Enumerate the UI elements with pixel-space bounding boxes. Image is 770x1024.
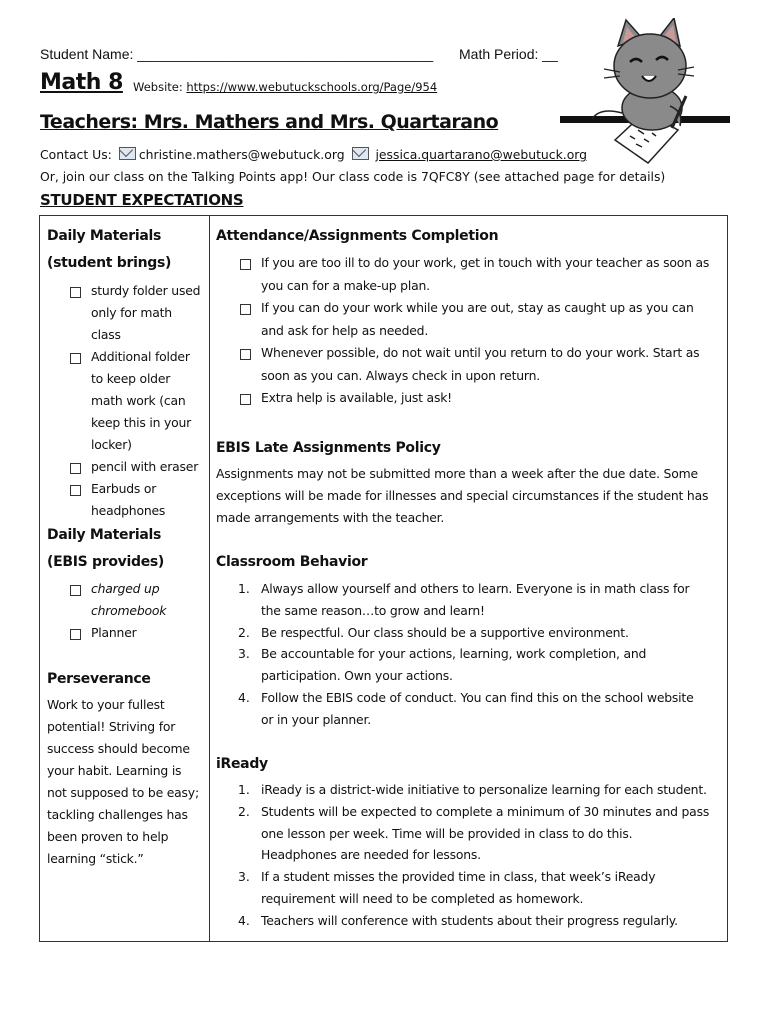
behavior-item-number: 1. [238,581,250,596]
brings-item: to keep older [91,371,171,386]
email-link-mathers[interactable]: christine.mathers@webutuck.org [138,147,345,162]
checkbox-icon[interactable] [70,463,81,474]
section-title: STUDENT EXPECTATIONS [40,191,244,209]
iready-heading: iReady [216,756,268,772]
teachers-heading: Teachers: Mrs. Mathers and Mrs. Quartarano [40,111,499,133]
checkbox-icon[interactable] [70,585,81,596]
iready-item-number: 4. [238,912,250,928]
perseverance-line: success should become [47,741,190,756]
provides-item: Planner [91,625,137,640]
perseverance-line: your habit. Learning is [47,763,182,778]
iready-item: one lesson per week. Time will be provided in class to do this. [261,825,633,841]
attendance-item: If you are too ill to do your work, get in touch with your teacher as soon as [261,255,710,270]
iready-item: iReady is a district-wide initiative to personalize learning for each student. [261,782,707,797]
brings-item: only for math [91,305,172,320]
behavior-item: participation. Own your actions. [261,668,453,684]
attendance-item: If you can do your work while you are out, stay as caught up as you can [261,300,694,315]
late-policy-line: Assignments may not be submitted more than a week after the due date. Some [216,466,698,481]
late-policy-text [216,463,708,529]
provides-item: chromebook [91,603,167,618]
behavior-item: or in your planner. [261,711,371,727]
attendance-item: Extra help is available, just ask! [261,390,452,405]
student-name-line: Student Name: ______________________________________ [40,46,434,62]
brings-item: pencil with eraser [91,459,199,474]
cat-illustration [560,18,730,168]
brings-item: keep this in your [91,415,192,430]
perseverance-line: learning “stick.” [47,851,144,866]
perseverance-line: tackling challenges has [47,807,188,822]
attendance-item: and ask for help as needed. [261,322,429,338]
perseverance-heading: Perseverance [47,671,151,687]
contact-line [40,147,587,162]
brings-item: Earbuds or [91,481,157,496]
behavior-heading: Classroom Behavior [216,554,368,570]
column-divider [209,215,210,941]
late-policy-line: exceptions will be made for illnesses and special circumstances if the student has [216,488,709,503]
course-title: Math 8 [40,70,123,95]
brings-item: locker) [91,437,132,452]
behavior-item: the same reason…to grow and learn! [261,602,485,618]
attendance-heading: Attendance/Assignments Completion [216,228,499,244]
checkbox-icon[interactable] [240,349,251,360]
checkbox-icon[interactable] [70,629,81,640]
brings-item: sturdy folder used [91,283,201,298]
brings-item: class [91,327,121,342]
iready-item-number: 3. [238,869,250,885]
attendance-item: you can for a make-up plan. [261,277,430,293]
perseverance-text [47,694,199,870]
iready-item: Students will be expected to complete a minimum of 30 minutes and pass [261,803,710,819]
brings-item: Additional folder [91,349,190,364]
iready-item: If a student misses the provided time in class, that week’s iReady [261,869,656,885]
materials-brings-heading: Daily Materials [47,228,162,244]
checkbox-icon[interactable] [70,485,81,496]
website-label: Website: [133,80,183,94]
checkbox-icon[interactable] [240,394,251,405]
perseverance-line: been proven to help [47,829,169,844]
email-icon [352,147,369,160]
website-line [133,80,437,94]
behavior-item: Always allow yourself and others to learn. Everyone is in math class for [261,581,690,596]
iready-item: Teachers will conference with students about their progress regularly. [261,912,678,928]
perseverance-line: not supposed to be easy; [47,785,199,800]
checkbox-icon[interactable] [240,304,251,315]
iready-item: Headphones are needed for lessons. [261,847,481,863]
math-period-line: Math Period: __ [459,46,558,62]
behavior-item: Be respectful. Our class should be a supportive environment. [261,624,629,640]
checkbox-icon[interactable] [70,353,81,364]
brings-item: math work (can [91,393,186,408]
email-link-quartarano[interactable]: jessica.quartarano@webutuck.org [375,147,588,162]
behavior-item-number: 2. [238,624,250,640]
perseverance-line: Work to your fullest [47,697,165,712]
iready-item: requirement will need to be completed as homework. [261,891,584,906]
iready-item-number: 2. [238,803,250,819]
website-link[interactable]: https://www.webutuckschools.org/Page/954 [186,80,438,94]
perseverance-line: potential! Striving for [47,719,176,734]
behavior-item-number: 4. [238,690,250,705]
checkbox-icon[interactable] [240,259,251,270]
provides-item: charged up [91,581,160,596]
late-policy-heading: EBIS Late Assignments Policy [216,440,441,456]
late-policy-line: made arrangements with the teacher. [216,510,445,525]
materials-provides-subheading: (EBIS provides) [47,554,165,570]
email-icon [119,147,136,160]
behavior-item-number: 3. [238,646,250,662]
attendance-item: soon as you can. Always check in upon return. [261,367,540,383]
attendance-item: Whenever possible, do not wait until you return to do your work. Start as [261,345,700,360]
talking-points-note: Or, join our class on the Talking Points app! Our class code is 7QFC8Y (see attached page for details) [40,169,666,184]
iready-item-number: 1. [238,782,250,797]
materials-provides-heading: Daily Materials [47,527,162,543]
behavior-item: Be accountable for your actions, learning, work completion, and [261,646,647,662]
materials-brings-subheading: (student brings) [47,255,172,271]
contact-label: Contact Us: [40,147,112,162]
brings-item: headphones [91,503,166,518]
checkbox-icon[interactable] [70,287,81,298]
behavior-item: Follow the EBIS code of conduct. You can find this on the school website [261,690,694,705]
